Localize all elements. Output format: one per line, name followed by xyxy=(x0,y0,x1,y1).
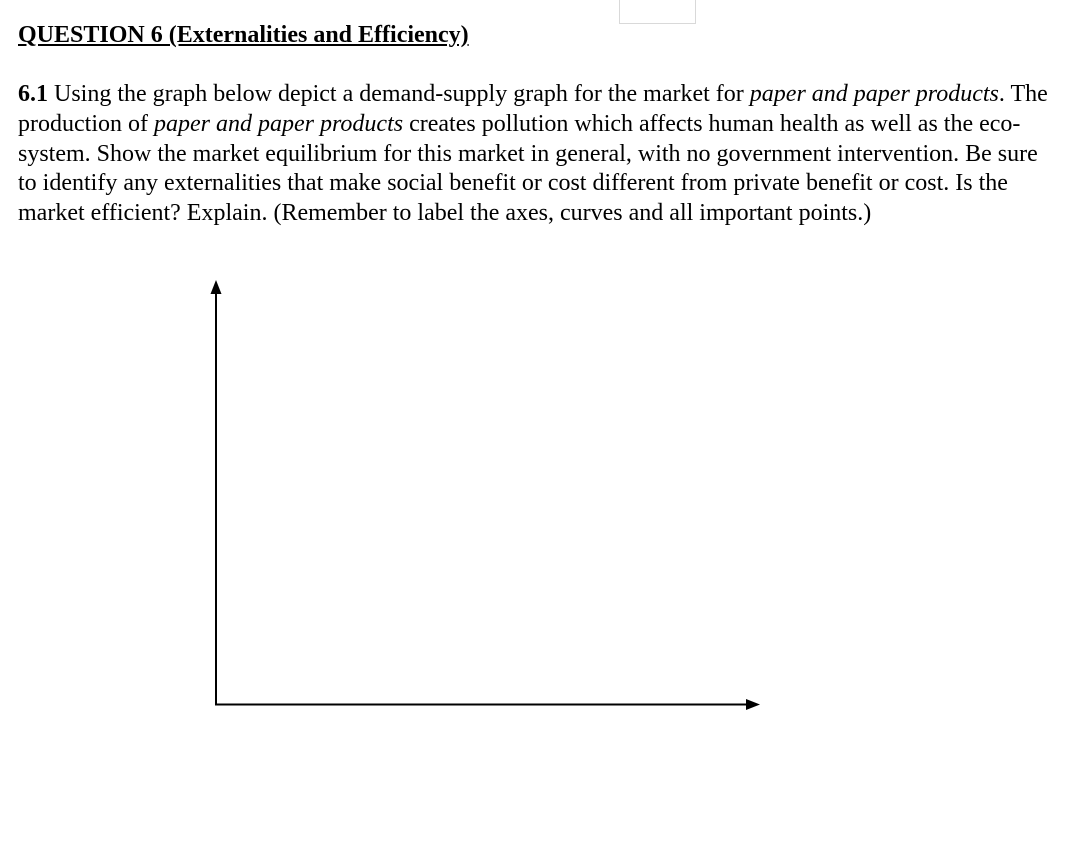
question-heading: QUESTION 6 (Externalities and Efficiency) xyxy=(18,22,469,48)
corner-box xyxy=(619,0,696,24)
question-text-part-1: Using the graph below depict a demand-supply graph for the market for xyxy=(48,81,750,107)
y-axis-arrowhead xyxy=(211,280,222,294)
question-italic-part-1: paper and paper products xyxy=(749,81,999,107)
question-italic-part-2: paper and paper products xyxy=(153,110,404,137)
question-text xyxy=(18,80,1058,229)
question-text-part-3: creates pollution which affects human health as well as the eco-system. Show the market equilibrium for this market in general, with no government intervention. Be sure to identify any externalities that make social benefit or cost different from private benefit or cost. Is the market efficient? Explain. (Remember to label the axes, curves and all important points.) xyxy=(18,110,1038,227)
x-axis-arrowhead xyxy=(746,699,760,710)
question-number: 6.1 xyxy=(18,81,48,107)
question-text-part-2: . The production of xyxy=(18,81,1048,137)
